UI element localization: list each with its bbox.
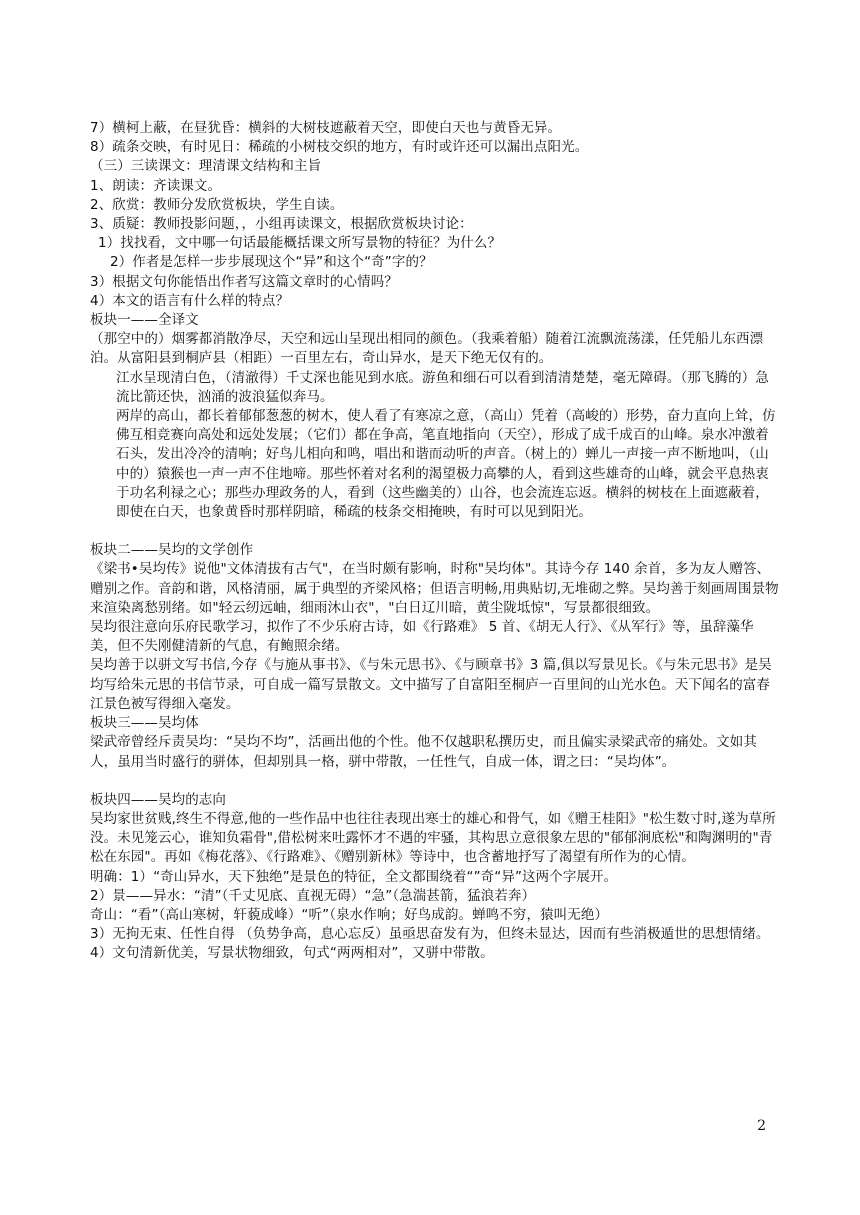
section-heading: 板块二——吴均的文学创作 [90,542,254,559]
text-line: 8）疏条交映，有时见日：稀疏的小树枝交织的地方，有时或许还可以漏出点阳光。 [90,139,589,156]
document-body [90,119,780,964]
section-heading: 板块四——吴均的志向 [90,791,226,808]
page-number: 2 [757,1118,766,1134]
text-line: （三）三读课文：理清课文结构和主旨 [90,158,322,175]
paragraph: 吴均家世贫贱,终生不得意,他的一些作品中也往往表现出寒士的雄心和骨气，如《赠王桂阳》"松生数寸时,遂为草所没。未见笼云心，谁知负霜骨",借松树来吐露怀才不遇的牢骚，其构思立意很象左思的"郁郁涧底松"和陶渊明的"青松在东园"。再如《梅花落》、《行路难》、《赠别新林》等诗中，也含蓄地抒写了渴望有所作为的心情。 [90,810,776,866]
answer-line: 奇山：“看”（高山寒树，轩藐成峰）“听”（泉水作响；好鸟成韵。蝉鸣不穷，猿叫无绝） [90,906,609,923]
paragraph: 《梁书•吴均传》说他"文体清拔有古气"，在当时颇有影响，时称"吴均体"。其诗今存 140 余首，多为友人赠答、赠别之作。音韵和谐，风格清丽，属于典型的齐梁风格；但语言明畅,用典贴切,无堆砌之弊。吴均善于刻画周围景物来渲染离愁别绪。如"轻云纫远岫，细雨沐山衣"，"白日辽川暗，黄尘陇坻惊"，写景都很细致。 [90,561,779,616]
text-line: 7）横柯上蔽，在昼犹昏：横斜的大树枝遮蔽着天空，即使白天也与黄昏无异。 [90,120,562,136]
section-heading: 板块三——吴均体 [90,715,199,732]
section-heading: 板块一——全译文 [90,312,199,329]
answer-line: 4）文句清新优美，写景状物细致，句式“两两相对”，又骈中带散。 [90,945,494,962]
text-line: 2、欣赏：教师分发欣赏板块，学生自读。 [90,196,344,213]
blank-line [90,522,780,541]
paragraph: 梁武帝曾经斥责吴均：“吴均不均”，活画出他的个性。他不仅越职私撰历史，而且偏实录梁武帝的痛处。文如其人，虽用当时盛行的骈体，但却别具一格，骈中带散，一任性气，自成一体，谓之曰：“吴均体”。 [90,734,757,770]
question-line: 1）找找看，文中哪一句话最能概括课文所写景物的特征？为什么？ [98,235,502,252]
paragraph: 吴均善于以骈文写书信,今存《与施从事书》、《与朱元思书》、《与顾章书》3 篇,俱以写景见长。《与朱元思书》是吴均写给朱元思的书信节录，可自成一篇写景散文。文中描写了自富阳至桐庐一百里间的山光水色。天下闻名的富春江景色被写得细入毫发。 [90,657,772,712]
question-line: 3）根据文句你能悟出作者写这篇文章时的心情吗？ [90,273,398,290]
answer-line: 3）无拘无束、任性自得 （负势争高，息心忘反）虽亟思奋发有为，但终未显达，因而有些消极遁世的思想情绪。 [90,926,770,943]
answer-line: 2）景——异水：“清”（千丈见底、直视无碍）“急”（急湍甚箭，猛浪若奔） [90,887,536,904]
answer-line: 明确：1）“奇山异水，天下独绝”是景色的特征，全文都围绕着“”奇“异”这两个字展开。 [90,868,618,885]
paragraph: 吴均很注意向乐府民歌学习，拟作了不少乐府古诗，如《行路难》 5 首、《胡无人行》、《从军行》等，虽辞藻华美，但不失刚健清新的气息，有鲍照余绪。 [90,619,754,655]
question-line: 4）本文的语言有什么样的特点？ [90,292,290,309]
paragraph: （那空中的）烟雾都消散净尽，天空和远山呈现出相同的颜色。（我乘着船）随着江流飘流荡漾，任凭船儿东西漂泊。从富阳县到桐庐县（相距）一百里左右，奇山异水，是天下绝无仅有的。 [90,331,764,367]
paragraph: 两岸的高山，都长着郁郁葱葱的树木，使人看了有寒凉之意，（高山）凭着（高峻的）形势，奋力直向上耸，仿佛互相竞赛向高处和远处发展；（它们）都在争高，笔直地指向（天空），形成了成千成百的山峰。泉水冲激着石头，发出冷冷的清响；好鸟儿相向和鸣，唱出和谐而动听的声音。（树上的）蝉儿一声接一声不断地叫，（山中的）猿猴也一声一声不住地啼。那些怀着对名利的渴望极力高攀的人，看到这些雄奇的山峰，就会平息热衷于功名利禄之心；那些办理政务的人，看到（这些幽美的）山谷，也会流连忘返。横斜的树枝在上面遮蔽着，即使在白天，也象黄昏时那样阴暗，稀疏的枝条交相掩映，有时可以见到阳光。 [116,408,776,521]
text-line: 1、朗读：齐读课文。 [90,177,222,194]
text-line: 3、质疑：教师投影问题，，小组再读课文，根据欣赏板块讨论： [90,216,473,233]
paragraph: 江水呈现清白色，（清澈得）千丈深也能见到水底。游鱼和细石可以看到清清楚楚，毫无障碍。（那飞腾的）急流比箭还快，汹涌的波浪猛似奔马。 [116,369,769,405]
blank-line [90,772,780,791]
question-line: 2）作者是怎样一步步展现这个“异”和这个“奇”字的？ [110,254,433,271]
